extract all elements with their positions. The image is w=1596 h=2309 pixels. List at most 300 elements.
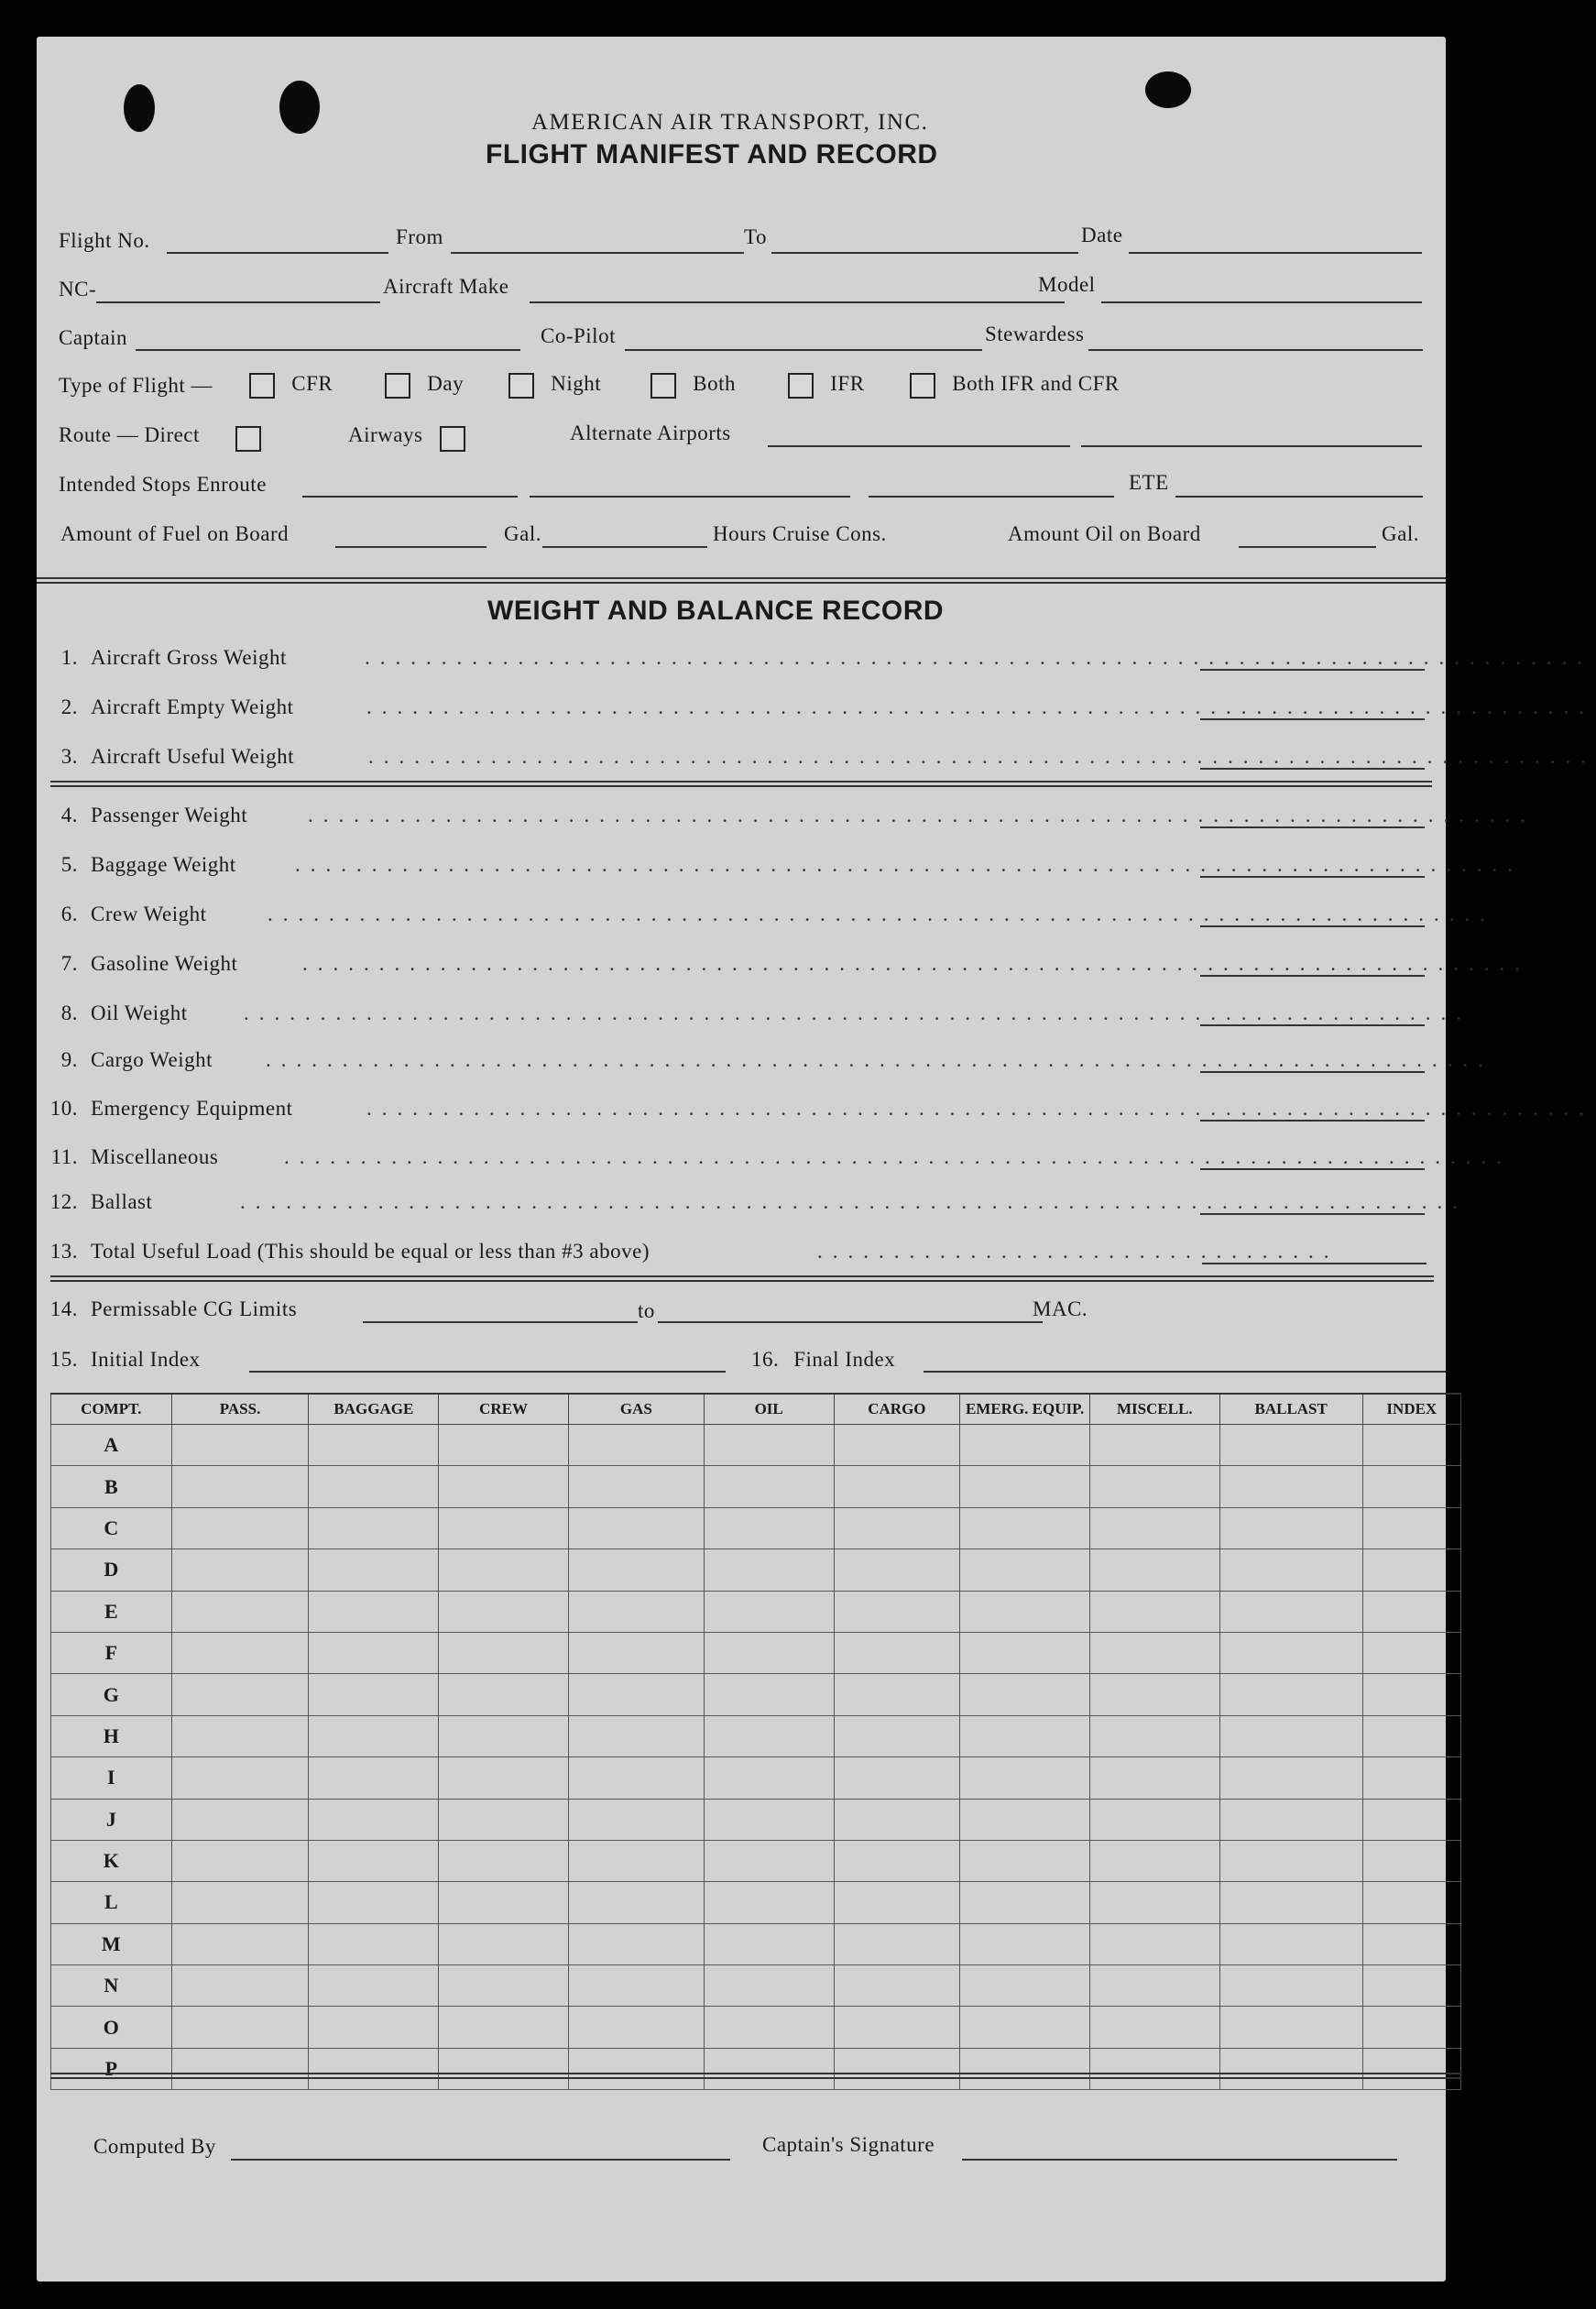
stewardess-field[interactable] [1088, 349, 1423, 351]
table-cell[interactable] [568, 2007, 704, 2048]
item-label: Baggage Weight [91, 853, 236, 876]
flight-type-both-ifr-cfr[interactable] [910, 372, 1120, 399]
table-cell[interactable] [1219, 1882, 1362, 1923]
table-cell[interactable] [309, 1549, 439, 1591]
item-number: 12. [49, 1190, 78, 1213]
table-cell[interactable] [960, 2007, 1090, 2048]
table-cell[interactable] [568, 2048, 704, 2089]
compartment-label: E [51, 1591, 172, 1632]
captain-field[interactable] [136, 349, 520, 351]
table-cell[interactable] [439, 1507, 569, 1548]
table-cell[interactable] [834, 1425, 960, 1466]
table-cell[interactable] [171, 1632, 309, 1673]
item-value-field[interactable] [1200, 1024, 1425, 1026]
compartment-label: K [51, 1840, 172, 1881]
table-cell[interactable] [439, 1674, 569, 1715]
column-header: PASS. [171, 1394, 309, 1425]
from-field[interactable] [451, 252, 744, 254]
column-header: INDEX [1362, 1394, 1460, 1425]
flight-type-cfr[interactable] [249, 372, 333, 399]
table-cell[interactable] [1219, 1507, 1362, 1548]
oil-on-board-field[interactable] [1239, 546, 1376, 548]
form-title: FLIGHT MANIFEST AND RECORD [486, 139, 938, 170]
table-cell[interactable] [834, 1507, 960, 1548]
table-cell[interactable] [171, 1882, 309, 1923]
stewardess-label: Stewardess [985, 323, 1085, 345]
table-cell[interactable] [704, 1466, 834, 1507]
table-cell[interactable] [309, 1591, 439, 1632]
cg-limit-from-field[interactable] [363, 1321, 638, 1323]
table-cell[interactable] [568, 1466, 704, 1507]
table-cell[interactable] [834, 1591, 960, 1632]
table-cell[interactable] [1362, 1632, 1460, 1673]
item-value-field[interactable] [1200, 1168, 1425, 1170]
leader-dots: ................................................................................ [308, 804, 1536, 826]
table-row [51, 1923, 1461, 1964]
night-label: Night [551, 372, 602, 395]
table-cell[interactable] [309, 1674, 439, 1715]
item-value-field[interactable] [1200, 1213, 1425, 1215]
item-label: Cargo Weight [91, 1048, 213, 1071]
table-cell[interactable] [834, 1549, 960, 1591]
table-cell[interactable] [171, 2007, 309, 2048]
table-cell[interactable] [1089, 2048, 1219, 2089]
model-label: Model [1038, 273, 1096, 296]
item-value-field[interactable] [1200, 1071, 1425, 1073]
table-cell[interactable] [704, 1965, 834, 2007]
item-label: Miscellaneous [91, 1145, 219, 1168]
table-row [51, 1632, 1461, 1673]
oil-on-board-label: Amount Oil on Board [1008, 522, 1201, 545]
item-number: 3. [60, 745, 78, 768]
table-cell[interactable] [568, 1425, 704, 1466]
table-cell[interactable] [1089, 1757, 1219, 1799]
table-cell[interactable] [1362, 2048, 1460, 2089]
cfr-checkbox[interactable] [249, 373, 275, 399]
table-cell[interactable] [439, 1965, 569, 2007]
mac-label: MAC. [1033, 1297, 1088, 1320]
table-cell[interactable] [1089, 1882, 1219, 1923]
initial-index-label: Initial Index [91, 1348, 201, 1371]
table-cell[interactable] [1362, 1882, 1460, 1923]
both-checkbox[interactable] [650, 373, 676, 399]
table-cell[interactable] [171, 1757, 309, 1799]
table-cell[interactable] [309, 2048, 439, 2089]
route-direct-checkbox[interactable] [235, 426, 261, 452]
fuel-on-board-label: Amount of Fuel on Board [60, 522, 290, 545]
table-cell[interactable] [309, 1507, 439, 1548]
table-cell[interactable] [960, 1923, 1090, 1964]
table-cell[interactable] [704, 1591, 834, 1632]
table-cell[interactable] [1362, 1674, 1460, 1715]
table-cell[interactable] [704, 1549, 834, 1591]
table-cell[interactable] [960, 1965, 1090, 2007]
alternate-airport-field-1[interactable] [768, 445, 1070, 447]
table-cell[interactable] [1219, 1674, 1362, 1715]
table-row [51, 1799, 1461, 1840]
table-cell[interactable] [1219, 1923, 1362, 1964]
final-index-row [751, 1348, 895, 1372]
table-row [51, 1549, 1461, 1591]
compartment-label: I [51, 1757, 172, 1799]
table-cell[interactable] [309, 1840, 439, 1881]
table-cell[interactable] [1362, 1965, 1460, 2007]
table-row [51, 1882, 1461, 1923]
table-cell[interactable] [1219, 1799, 1362, 1840]
table-cell[interactable] [704, 1799, 834, 1840]
table-cell[interactable] [834, 1882, 960, 1923]
leader-dots: ................................................................................ [284, 1145, 1512, 1168]
item-label: Oil Weight [91, 1001, 188, 1024]
table-cell[interactable] [1089, 1466, 1219, 1507]
table-cell[interactable] [1362, 1840, 1460, 1881]
table-cell[interactable] [171, 1840, 309, 1881]
table-cell[interactable] [309, 1757, 439, 1799]
table-cell[interactable] [439, 1425, 569, 1466]
table-cell[interactable] [960, 1882, 1090, 1923]
cg-limit-to-field[interactable] [658, 1321, 1043, 1323]
table-cell[interactable] [439, 1632, 569, 1673]
item-value-field[interactable] [1202, 1263, 1427, 1264]
table-cell[interactable] [1089, 1425, 1219, 1466]
table-cell[interactable] [960, 1549, 1090, 1591]
compartment-label: F [51, 1632, 172, 1673]
table-cell[interactable] [171, 2048, 309, 2089]
table-cell[interactable] [1089, 1923, 1219, 1964]
table-cell[interactable] [568, 1757, 704, 1799]
table-cell[interactable] [309, 1965, 439, 2007]
intended-stop-field-3[interactable] [869, 496, 1114, 498]
table-cell[interactable] [834, 1757, 960, 1799]
table-cell[interactable] [704, 1507, 834, 1548]
cg-to-label: to [638, 1299, 655, 1322]
flight-no-field[interactable] [167, 252, 388, 254]
item-label: Aircraft Empty Weight [91, 695, 294, 718]
table-cell[interactable] [960, 1425, 1090, 1466]
compartment-label: N [51, 1965, 172, 2007]
table-cell[interactable] [309, 1715, 439, 1756]
item-number: 8. [60, 1001, 78, 1024]
table-cell[interactable] [171, 1549, 309, 1591]
alternate-airport-field-2[interactable] [1081, 445, 1422, 447]
item-value-field[interactable] [1200, 876, 1425, 878]
table-cell[interactable] [704, 1882, 834, 1923]
compartment-table [50, 1393, 1461, 2090]
table-cell[interactable] [568, 1882, 704, 1923]
table-cell[interactable] [568, 1965, 704, 2007]
fuel-on-board-field[interactable] [335, 546, 486, 548]
table-cell[interactable] [834, 1632, 960, 1673]
leader-dots: ................................................................................ [366, 695, 1594, 718]
table-cell[interactable] [568, 1507, 704, 1548]
item-label: Ballast [91, 1190, 153, 1213]
table-cell[interactable] [309, 1882, 439, 1923]
table-cell[interactable] [834, 1799, 960, 1840]
table-cell[interactable] [834, 1923, 960, 1964]
table-cell[interactable] [1089, 1632, 1219, 1673]
item-number: 16. [751, 1348, 780, 1371]
item-value-field[interactable] [1200, 669, 1425, 671]
table-cell[interactable] [1362, 1757, 1460, 1799]
item-label: Aircraft Useful Weight [91, 745, 295, 768]
table-cell[interactable] [1219, 2007, 1362, 2048]
intended-stop-field-2[interactable] [530, 496, 850, 498]
table-row [51, 1965, 1461, 2007]
compartment-label: O [51, 2007, 172, 2048]
table-cell[interactable] [960, 1757, 1090, 1799]
flight-no-label: Flight No. [59, 229, 150, 252]
table-cell[interactable] [960, 2048, 1090, 2089]
leader-dots: ................................................................................ [240, 1190, 1468, 1213]
table-cell[interactable] [704, 2048, 834, 2089]
gal-label-1: Gal. [504, 522, 541, 545]
table-cell[interactable] [1362, 1923, 1460, 1964]
flight-type-day[interactable] [385, 372, 464, 399]
date-label: Date [1081, 224, 1123, 246]
table-cell[interactable] [960, 1799, 1090, 1840]
table-cell[interactable] [1089, 1965, 1219, 2007]
table-cell[interactable] [309, 1799, 439, 1840]
route-direct-label: Route — Direct [59, 423, 200, 446]
aircraft-make-field[interactable] [530, 301, 1065, 303]
table-cell[interactable] [439, 1757, 569, 1799]
co-pilot-label: Co-Pilot [541, 324, 616, 347]
item-value-field[interactable] [1200, 1120, 1425, 1122]
table-cell[interactable] [1089, 1715, 1219, 1756]
table-cell[interactable] [704, 1757, 834, 1799]
table-cell[interactable] [960, 1466, 1090, 1507]
table-cell[interactable] [960, 1591, 1090, 1632]
column-header: MISCELL. [1089, 1394, 1219, 1425]
flight-type-both[interactable] [650, 372, 736, 399]
table-cell[interactable] [439, 2048, 569, 2089]
table-cell[interactable] [1362, 1591, 1460, 1632]
table-cell[interactable] [1089, 1591, 1219, 1632]
column-header: EMERG. EQUIP. [960, 1394, 1090, 1425]
table-cell[interactable] [1219, 2048, 1362, 2089]
column-header: CREW [439, 1394, 569, 1425]
table-cell[interactable] [171, 1466, 309, 1507]
table-cell[interactable] [171, 1591, 309, 1632]
leader-dots: .................................. [817, 1240, 1339, 1263]
item-value-field[interactable] [1200, 975, 1425, 977]
alternate-airports-label: Alternate Airports [570, 421, 731, 444]
day-label: Day [427, 372, 465, 395]
table-cell[interactable] [1362, 1549, 1460, 1591]
leader-dots: ................................................................................ [266, 1048, 1493, 1071]
model-field[interactable] [1101, 301, 1422, 303]
table-cell[interactable] [1089, 1840, 1219, 1881]
section-divider-1 [37, 577, 1446, 584]
table-cell[interactable] [309, 1466, 439, 1507]
table-cell[interactable] [834, 1715, 960, 1756]
table-cell[interactable] [704, 1840, 834, 1881]
table-cell[interactable] [309, 1632, 439, 1673]
initial-index-field[interactable] [249, 1371, 726, 1373]
column-header: COMPT. [51, 1394, 172, 1425]
table-row [51, 2007, 1461, 2048]
table-cell[interactable] [439, 1549, 569, 1591]
table-cell[interactable] [568, 1591, 704, 1632]
compartment-label: P [51, 2048, 172, 2089]
co-pilot-field[interactable] [625, 349, 982, 351]
table-cell[interactable] [1089, 1674, 1219, 1715]
final-index-label: Final Index [793, 1348, 896, 1371]
table-cell[interactable] [1362, 1425, 1460, 1466]
both-label: Both [693, 372, 736, 395]
compartment-label: H [51, 1715, 172, 1756]
item-number: 15. [49, 1348, 78, 1371]
leader-dots: ................................................................................ [365, 646, 1592, 669]
table-cell[interactable] [960, 1840, 1090, 1881]
table-cell[interactable] [834, 1965, 960, 2007]
item-value-field[interactable] [1200, 768, 1425, 770]
table-cell[interactable] [1089, 1507, 1219, 1548]
cg-limits-label: Permissable CG Limits [91, 1297, 298, 1320]
table-cell[interactable] [171, 1799, 309, 1840]
intended-stops-label: Intended Stops Enroute [59, 473, 267, 496]
from-label: From [396, 225, 443, 248]
table-cell[interactable] [171, 1674, 309, 1715]
night-checkbox[interactable] [508, 373, 534, 399]
ifr-checkbox[interactable] [788, 373, 814, 399]
computed-by-field[interactable] [231, 2159, 730, 2161]
table-cell[interactable] [704, 2007, 834, 2048]
item-number: 9. [60, 1048, 78, 1071]
table-cell[interactable] [568, 1549, 704, 1591]
table-cell[interactable] [1219, 1757, 1362, 1799]
table-cell[interactable] [1362, 2007, 1460, 2048]
table-cell[interactable] [704, 1674, 834, 1715]
table-cell[interactable] [171, 1425, 309, 1466]
weight-balance-title: WEIGHT AND BALANCE RECORD [487, 596, 945, 626]
table-cell[interactable] [834, 2048, 960, 2089]
table-cell[interactable] [171, 1507, 309, 1548]
ete-field[interactable] [1175, 496, 1423, 498]
table-cell[interactable] [704, 1425, 834, 1466]
table-row [51, 1715, 1461, 1756]
table-cell[interactable] [1219, 1425, 1362, 1466]
ete-label: ETE [1129, 471, 1169, 494]
table-cell[interactable] [960, 1674, 1090, 1715]
hours-cruise-field[interactable] [542, 546, 707, 548]
table-cell[interactable] [568, 1632, 704, 1673]
table-cell[interactable] [439, 1840, 569, 1881]
table-cell[interactable] [1219, 1591, 1362, 1632]
nc-label: NC- [59, 278, 97, 301]
captain-signature-field[interactable] [962, 2159, 1397, 2161]
table-cell[interactable] [960, 1507, 1090, 1548]
item-label: Passenger Weight [91, 804, 248, 826]
to-field[interactable] [771, 252, 1078, 254]
table-cell[interactable] [1089, 1799, 1219, 1840]
table-cell[interactable] [1089, 2007, 1219, 2048]
item-number: 10. [49, 1097, 78, 1120]
table-cell[interactable] [1362, 1715, 1460, 1756]
type-of-flight-label: Type of Flight — [59, 374, 213, 397]
table-cell[interactable] [1089, 1549, 1219, 1591]
table-cell[interactable] [439, 1715, 569, 1756]
item-value-field[interactable] [1200, 826, 1425, 828]
table-cell[interactable] [568, 1715, 704, 1756]
table-cell[interactable] [834, 1674, 960, 1715]
item-label: Total Useful Load (This should be equal or less than #3 above) [91, 1240, 650, 1263]
table-cell[interactable] [439, 1466, 569, 1507]
table-cell[interactable] [568, 1799, 704, 1840]
table-cell[interactable] [439, 2007, 569, 2048]
table-cell[interactable] [704, 1632, 834, 1673]
flight-type-night[interactable] [508, 372, 601, 399]
computed-by-label: Computed By [93, 2135, 216, 2158]
table-row [51, 1425, 1461, 1466]
table-cell[interactable] [309, 2007, 439, 2048]
table-cell[interactable] [1362, 1799, 1460, 1840]
table-header-row [51, 1394, 1461, 1425]
column-header: BALLAST [1219, 1394, 1362, 1425]
captain-signature-label: Captain's Signature [762, 2133, 935, 2156]
table-cell[interactable] [834, 2007, 960, 2048]
item-value-field[interactable] [1200, 925, 1425, 927]
compartment-label: L [51, 1882, 172, 1923]
intended-stop-field-1[interactable] [302, 496, 518, 498]
table-cell[interactable] [309, 1425, 439, 1466]
company-name: AMERICAN AIR TRANSPORT, INC. [531, 110, 929, 135]
item-number: 13. [49, 1240, 78, 1263]
table-cell[interactable] [704, 1715, 834, 1756]
table-cell[interactable] [960, 1632, 1090, 1673]
table-cell[interactable] [1219, 1632, 1362, 1673]
table-cell[interactable] [309, 1923, 439, 1964]
table-cell[interactable] [439, 1923, 569, 1964]
table-cell[interactable] [439, 1799, 569, 1840]
day-checkbox[interactable] [385, 373, 410, 399]
table-cell[interactable] [1219, 1466, 1362, 1507]
both-ifr-cfr-checkbox[interactable] [910, 373, 935, 399]
table-cell[interactable] [568, 1840, 704, 1881]
table-cell[interactable] [171, 1715, 309, 1756]
leader-dots: ................................................................................ [268, 903, 1495, 925]
table-cell[interactable] [960, 1715, 1090, 1756]
table-cell[interactable] [568, 1923, 704, 1964]
leader-dots: ................................................................................ [244, 1001, 1471, 1024]
final-index-field[interactable] [924, 1371, 1446, 1373]
table-cell[interactable] [439, 1882, 569, 1923]
ifr-label: IFR [830, 372, 865, 395]
flight-type-ifr[interactable] [788, 372, 865, 399]
table-cell[interactable] [1362, 1507, 1460, 1548]
compartment-label: M [51, 1923, 172, 1964]
table-cell[interactable] [1219, 1549, 1362, 1591]
airways-checkbox[interactable] [440, 426, 465, 452]
aircraft-make-label: Aircraft Make [383, 275, 509, 298]
table-cell[interactable] [1362, 1466, 1460, 1507]
table-cell[interactable] [568, 1674, 704, 1715]
table-cell[interactable] [1219, 1715, 1362, 1756]
table-cell[interactable] [834, 1466, 960, 1507]
gal-label-2: Gal. [1382, 522, 1419, 545]
table-cell[interactable] [171, 1965, 309, 2007]
date-field[interactable] [1129, 252, 1422, 254]
table-cell[interactable] [1219, 1965, 1362, 2007]
table-cell[interactable] [834, 1840, 960, 1881]
table-cell[interactable] [1219, 1840, 1362, 1881]
compartment-label: A [51, 1425, 172, 1466]
nc-field[interactable] [96, 301, 380, 303]
item-value-field[interactable] [1200, 718, 1425, 720]
table-cell[interactable] [171, 1923, 309, 1964]
table-cell[interactable] [439, 1591, 569, 1632]
table-cell[interactable] [704, 1923, 834, 1964]
